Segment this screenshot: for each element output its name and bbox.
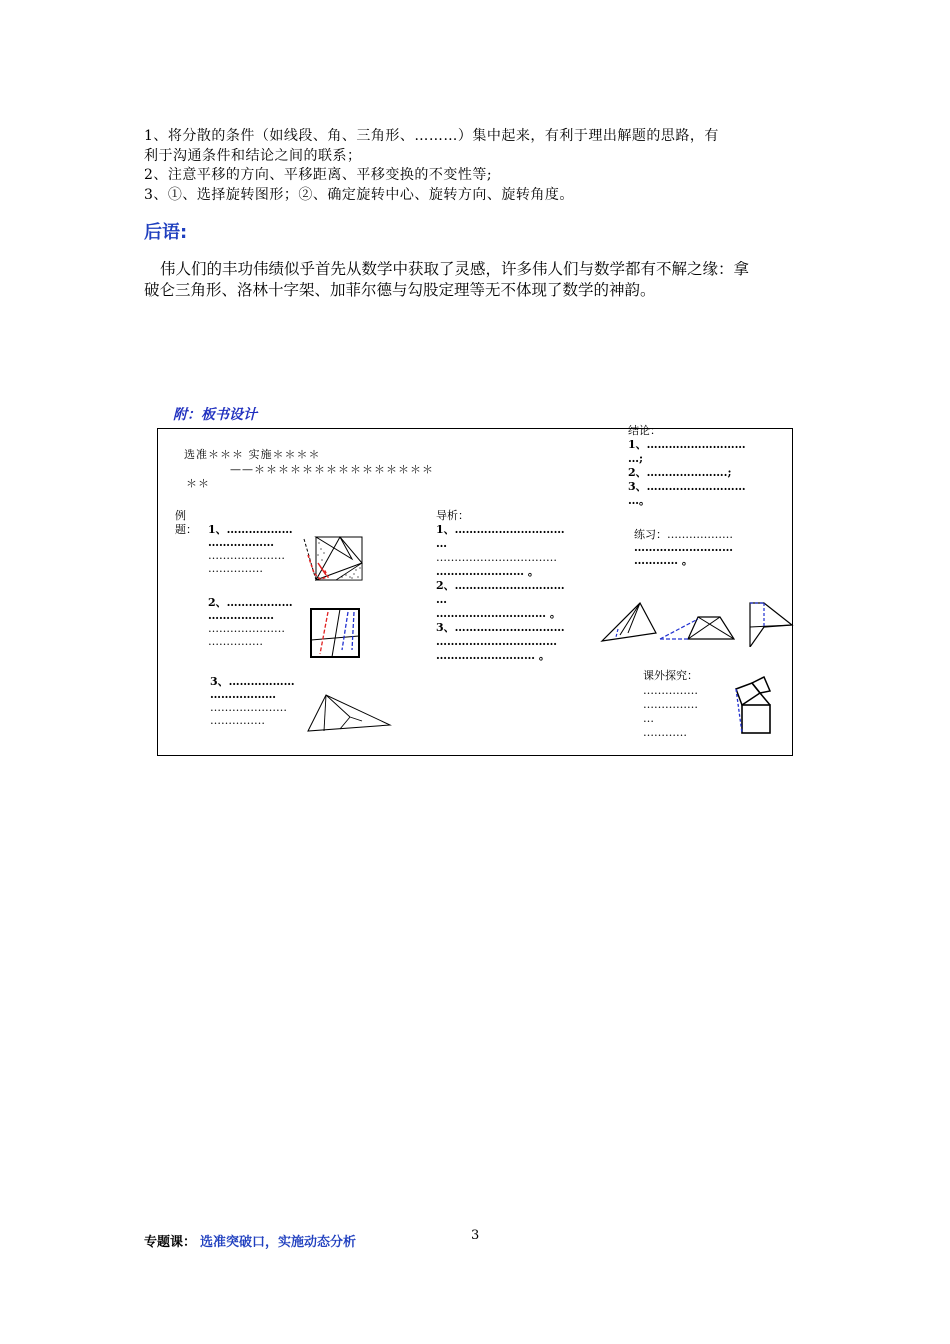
summary-line-1b: 利于沟通条件和结论之间的联系；: [144, 148, 362, 164]
afterword-para-line-2: 破仑三角形、洛林十字架、加菲尔德与勾股定理等无不体现了数学的神韵。: [144, 281, 656, 299]
explore-line-4: …………: [643, 726, 687, 739]
explore-figure: [730, 673, 776, 735]
example-label-1: 例: [175, 509, 186, 522]
afterword-para-line-1: 伟人们的丰功伟绩似乎首先从数学中获取了灵感，许多伟人们与数学都有不解之缘：拿: [160, 260, 750, 278]
guide-line-7: ………………………… 。: [436, 607, 561, 620]
explore-title: 课外探究：: [643, 669, 698, 682]
example-2-line-3: …………………: [208, 622, 285, 635]
practice-figures: [598, 599, 794, 647]
guide-line-5: 2、…………………………: [436, 579, 565, 592]
explore-line-2: ……………: [643, 698, 698, 711]
summary-line-1a: 1、将分散的条件（如线段、角、三角形、………）集中起来，有利于理出解题的思路，有: [144, 128, 719, 144]
guide-line-10: ……………………… 。: [436, 649, 550, 662]
conclusion-line-3: 2、………………….;: [628, 466, 732, 479]
explore-line-1: ……………: [643, 684, 698, 697]
example-3-figure: [304, 691, 394, 735]
explore-line-3: …: [643, 712, 654, 725]
example-3-line-3: …………………: [210, 701, 287, 714]
guide-line-2: …: [436, 537, 447, 550]
example-2-figure: [308, 606, 362, 660]
page-number: 3: [471, 1228, 480, 1243]
example-1-line-4: ……………: [208, 562, 263, 575]
example-1-line-3: …………………: [208, 549, 285, 562]
board-title-line-1: 选准＊＊＊ 实施＊＊＊＊: [184, 448, 321, 461]
afterword-heading: 后语:: [144, 222, 188, 243]
example-1-figure: [300, 533, 366, 585]
guide-line-3: ……………………………: [436, 551, 557, 564]
example-1-line-1: 1、………………: [208, 523, 293, 536]
conclusion-title: 结论：: [628, 424, 661, 437]
example-2-line-2: ………………: [208, 609, 274, 622]
footer-label: 专题课：: [144, 1235, 197, 1250]
summary-line-3: 3、①、选择旋转图形；②、确定旋转中心、旋转方向、旋转角度。: [144, 187, 574, 203]
practice-line-1: 练习：………………: [634, 528, 733, 541]
board-title-line-2: ——＊＊＊＊＊＊＊＊＊＊＊＊＊＊＊: [230, 463, 434, 476]
guide-line-6: …: [436, 593, 447, 606]
conclusion-line-2: …;: [628, 452, 644, 465]
example-3-line-1: 3、………………: [210, 675, 295, 688]
guide-line-8: 3、…………………………: [436, 621, 565, 634]
conclusion-line-4: 3、………………………: [628, 480, 746, 493]
guide-line-4: …………………… 。: [436, 565, 539, 578]
example-2-line-1: 2、………………: [208, 596, 293, 609]
guide-line-1: 1、…………………………: [436, 523, 565, 536]
practice-line-2: ………………………: [634, 541, 733, 554]
summary-line-2: 2、注意平移的方向、平移距离、平移变换的不变性等;: [144, 167, 493, 183]
guide-title: 导析：: [436, 509, 469, 522]
appendix-title: 附：板书设计: [173, 407, 257, 423]
conclusion-line-5: …。: [628, 494, 650, 507]
example-3-line-2: ………………: [210, 688, 276, 701]
example-label-2: 题：: [175, 523, 197, 536]
example-2-line-4: ……………: [208, 635, 263, 648]
practice-line-3: ………… 。: [634, 554, 693, 567]
guide-line-9: ……………………………: [436, 635, 557, 648]
example-1-line-2: ………………: [208, 536, 274, 549]
board-title-line-3: ＊＊: [186, 477, 210, 490]
board-design-frame: [157, 424, 793, 756]
conclusion-line-1: 1、………………………: [628, 438, 746, 451]
footer-title: 选准突破口，实施动态分析: [200, 1235, 357, 1250]
example-3-line-4: ……………: [210, 714, 265, 727]
